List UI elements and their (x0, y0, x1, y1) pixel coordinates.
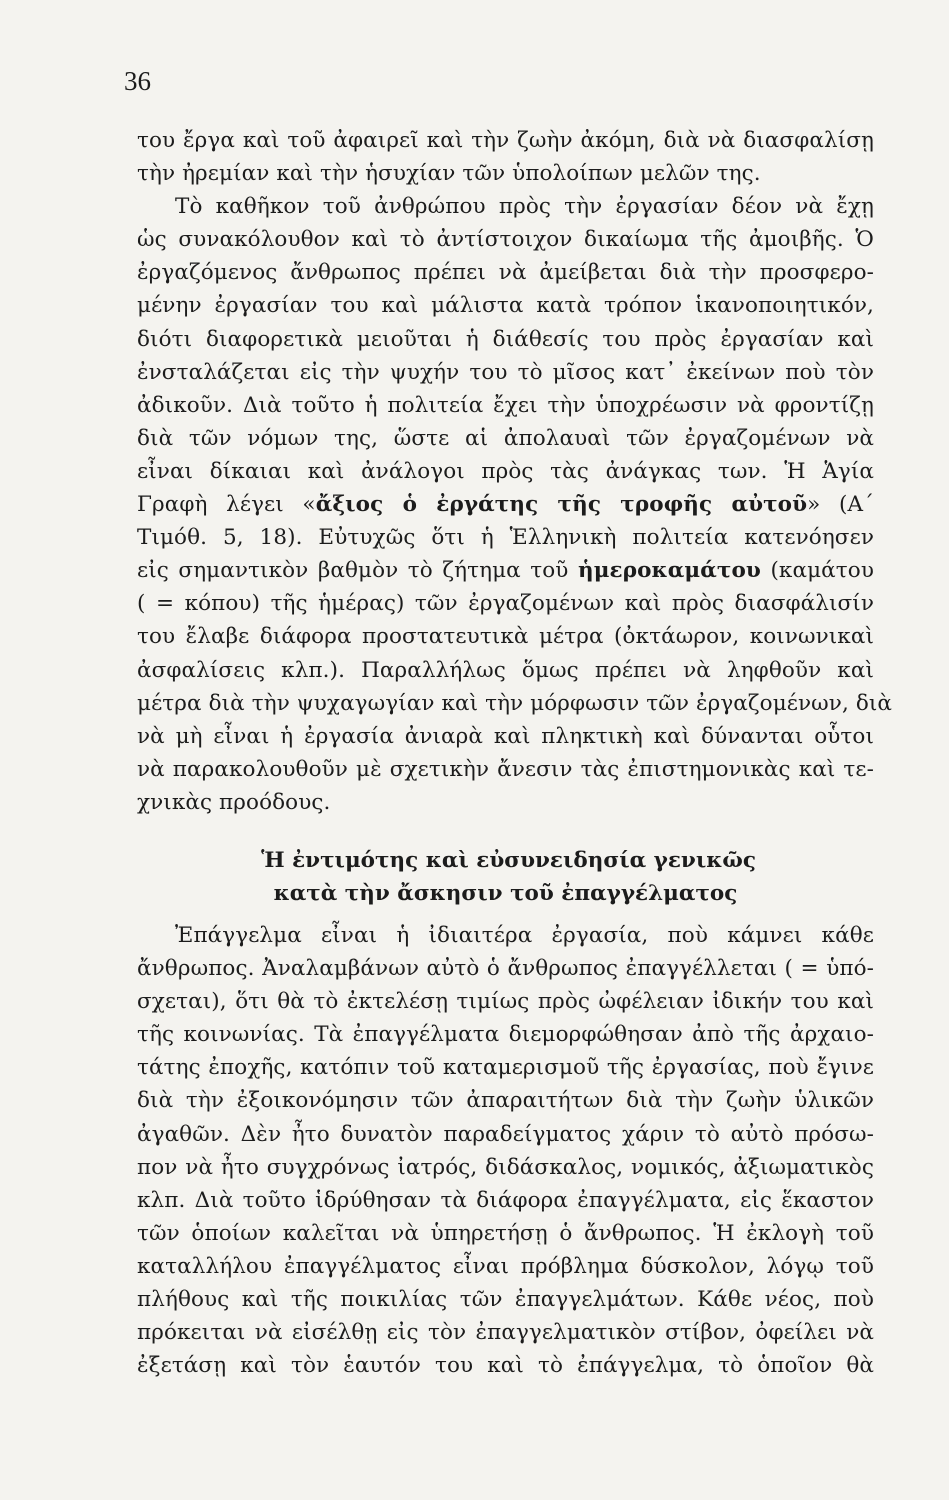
text-line: μέτρα διὰ τὴν ψυχαγωγίαν καὶ τὴν μόρφωσιν τῶν ἐργαζομένων, διὰ (137, 690, 893, 716)
text-line: Τιμόθ. 5, 18). Εὐτυχῶς ὅτι ἡ Ἑλληνικὴ πολιτεία κατενόησεν (137, 525, 874, 551)
text-line: ( = κόπου) τῆς ἡμέρας) τῶν ἐργαζομένων καὶ πρὸς διασφάλισίν (137, 591, 874, 617)
text-line: πρόκειται νὰ εἰσέλθῃ εἰς τὸν ἐπαγγελματικὸν στίβον, ὀφείλει νὰ (137, 1320, 874, 1346)
text-line: καταλλήλου ἐπαγγέλματος εἶναι πρόβλημα δύσκολον, λόγῳ τοῦ (137, 1253, 874, 1279)
section-heading-line-2: κατὰ τὴν ἄσκησιν τοῦ ἐπαγγέλματος (273, 881, 738, 906)
text-line: νὰ μὴ εἶναι ἡ ἐργασία ἀνιαρὰ καὶ πληκτικὴ καὶ δύνανται οὗτοι (137, 723, 874, 749)
text-line: ἐργαζόμενος ἄνθρωπος πρέπει νὰ ἀμείβεται διὰ τὴν προσφερο- (137, 260, 874, 286)
text-line: εἰς σημαντικὸν βαθμὸν τὸ ζήτημα τοῦ ἡμεροκαμάτου (καμάτου (137, 558, 874, 584)
text-line: πλήθους καὶ τῆς ποικιλίας τῶν ἐπαγγελμάτων. Κάθε νέος, ποὺ (137, 1287, 874, 1313)
text-line: ἄνθρωπος. Ἀναλαμβάνων αὐτὸ ὁ ἄνθρωπος ἐπαγγέλλεται ( = ὑπό- (137, 956, 874, 982)
text-block-upper (137, 124, 893, 819)
page-number: 36 (124, 66, 151, 96)
text-line: κλπ. Διὰ τοῦτο ἱδρύθησαν τὰ διάφορα ἐπαγγέλματα, εἰς ἕκαστον (137, 1187, 874, 1213)
text-line: ἐνσταλάζεται εἰς τὴν ψυχήν του τὸ μῖσος κατ᾽ ἐκείνων ποὺ τὸν (137, 359, 874, 385)
text-line: ὡς συνακόλουθον καὶ τὸ ἀντίστοιχον δικαίωμα τῆς ἀμοιβῆς. Ὁ (137, 227, 874, 253)
text-line: ἀγαθῶν. Δὲν ἦτο δυνατὸν παραδείγματος χάριν τὸ αὐτὸ πρόσω- (137, 1121, 874, 1147)
text-line: διὰ τῶν νόμων της, ὥστε αἱ ἀπολαυαὶ τῶν ἐργαζομένων νὰ (137, 425, 874, 451)
text-line: εἶναι δίκαιαι καὶ ἀνάλογοι πρὸς τὰς ἀνάγκας των. Ἡ Ἁγία (137, 458, 874, 484)
text-block-lower (137, 919, 874, 1382)
text-line: διὰ τὴν ἐξοικονόμησιν τῶν ἀπαραιτήτων διὰ τὴν ζωὴν ὑλικῶν (137, 1088, 874, 1114)
text-line: Ἐπάγγελμα εἶναι ἡ ἰδιαιτέρα ἐργασία, ποὺ κάμνει κάθε (175, 923, 874, 948)
text-line: τῶν ὁποίων καλεῖται νὰ ὑπηρετήσῃ ὁ ἄνθρωπος. Ἡ ἐκλογὴ τοῦ (137, 1220, 874, 1246)
text-line: τάτης ἐποχῆς, κατόπιν τοῦ καταμερισμοῦ τῆς ἐργασίας, ποὺ ἔγινε (137, 1055, 874, 1081)
text-line: Γραφὴ λέγει «ἄξιος ὁ ἐργάτης τῆς τροφῆς αὐτοῦ» (Α΄ (137, 492, 874, 518)
section-heading: Ἡ ἐντιμότης καὶ εὐσυνειδησία γενικῶς (261, 848, 756, 873)
bold-term: ἡμεροκαμάτου (577, 558, 761, 584)
bold-quote: ἄξιος ὁ ἐργάτης τῆς τροφῆς αὐτοῦ (315, 492, 808, 518)
text-line: τὴν ἠρεμίαν καὶ τὴν ἡσυχίαν τῶν ὑπολοίπων μελῶν της. (137, 161, 761, 187)
text-line: του ἔργα καὶ τοῦ ἀφαιρεῖ καὶ τὴν ζωὴν ἀκόμη, διὰ νὰ διασφαλίσῃ (137, 128, 874, 153)
text-line: νὰ παρακολουθοῦν μὲ σχετικὴν ἄνεσιν τὰς ἐπιστημονικὰς καὶ τε- (137, 756, 874, 782)
text-line: ἐξετάσῃ καὶ τὸν ἑαυτόν του καὶ τὸ ἐπάγγελμα, τὸ ὁποῖον θὰ (137, 1353, 874, 1379)
text-line: σχεται), ὅτι θὰ τὸ ἐκτελέσῃ τιμίως πρὸς ὠφέλειαν ἰδικήν του καὶ (137, 989, 874, 1015)
text-line: του ἔλαβε διάφορα προστατευτικὰ μέτρα (ὀκτάωρον, κοινωνικαὶ (137, 624, 874, 650)
text-line: ἀδικοῦν. Διὰ τοῦτο ἡ πολιτεία ἔχει τὴν ὑποχρέωσιν νὰ φροντίζῃ (137, 392, 874, 418)
text-line: πον νὰ ἦτο συγχρόνως ἰατρός, διδάσκαλος, νομικός, ἀξιωματικὸς (137, 1154, 874, 1180)
text-line: διότι διαφορετικὰ μειοῦται ἡ διάθεσίς του πρὸς ἐργασίαν καὶ (137, 326, 874, 352)
text-line: τῆς κοινωνίας. Τὰ ἐπαγγέλματα διεμορφώθησαν ἀπὸ τῆς ἀρχαιο- (137, 1022, 874, 1048)
text-line: μένην ἐργασίαν του καὶ μάλιστα κατὰ τρόπον ἱκανοποιητικόν, (137, 293, 874, 319)
text-line: Τὸ καθῆκον τοῦ ἀνθρώπου πρὸς τὴν ἐργασίαν δέον νὰ ἔχῃ (175, 194, 874, 220)
text-line: ἀσφαλίσεις κλπ.). Παραλλήλως ὅμως πρέπει νὰ ληφθοῦν καὶ (137, 657, 874, 683)
text-line: χνικὰς προόδους. (137, 789, 331, 815)
